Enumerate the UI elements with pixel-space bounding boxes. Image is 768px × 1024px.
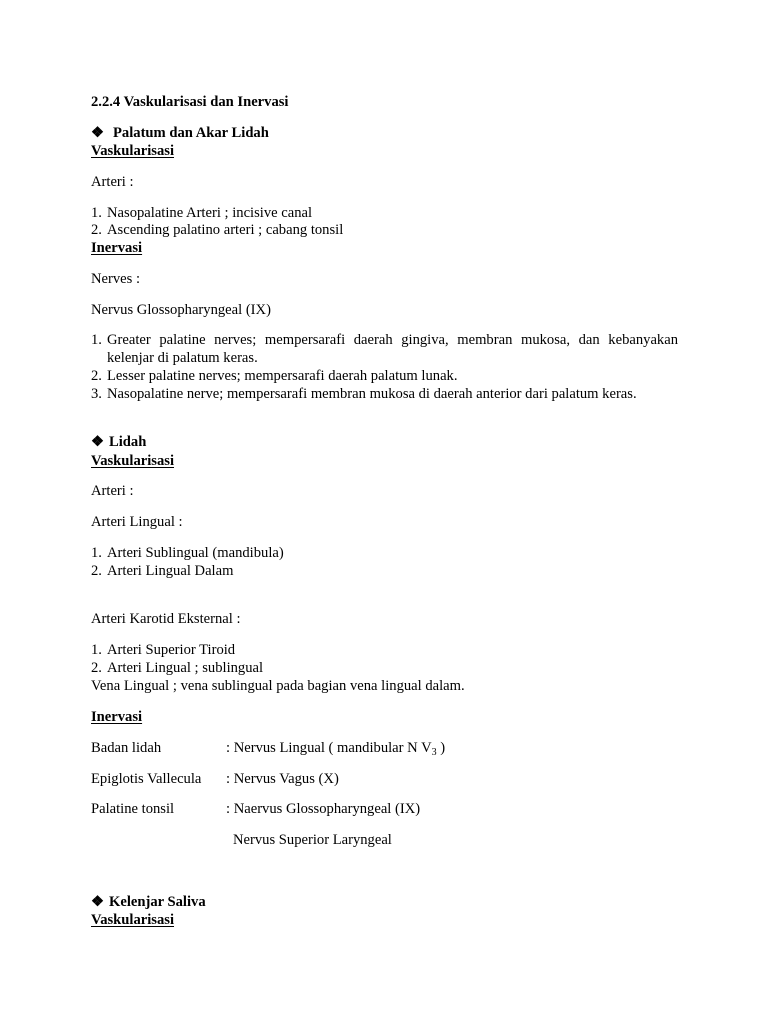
- arteri-lingual-label: Arteri Lingual :: [91, 514, 183, 530]
- inervasi-row-epiglotis: Epiglotis Vallecula : Nervus Vagus (X): [91, 771, 339, 787]
- arteri-label: Arteri :: [91, 483, 134, 499]
- list-item: 2. Ascending palatino arteri ; cabang tonsil: [91, 222, 344, 238]
- subsection-title-palatum: ❖ Palatum dan Akar Lidah: [91, 125, 269, 141]
- list-item: 2. Lesser palatine nerves; mempersarafi daerah palatum lunak.: [91, 368, 458, 384]
- diamond-bullet-icon: ❖: [91, 125, 105, 141]
- list-item: 1. Arteri Superior Tiroid: [91, 642, 236, 658]
- list-item: 1. Greater palatine nerves; mempersarafi daerah gingiva, membran mukosa, dan kebanyakan kelenjar di palatum keras.: [91, 332, 678, 366]
- inervasi-label: Inervasi: [91, 240, 143, 256]
- nerves-main: Nervus Glossopharyngeal (IX): [91, 302, 271, 318]
- nervus-superior-laryngeal: Nervus Superior Laryngeal: [233, 832, 392, 848]
- inervasi-row-palatine-tonsil: Palatine tonsil : Naervus Glossopharyngeal (IX): [91, 801, 421, 817]
- diamond-bullet-icon: ❖: [91, 894, 105, 910]
- diamond-bullet-icon: ❖: [91, 434, 105, 450]
- vena-text: Vena Lingual ; vena sublingual pada bagian vena lingual dalam.: [91, 678, 465, 694]
- list-item: 1. Nasopalatine Arteri ; incisive canal: [91, 205, 313, 221]
- list-item: 3. Nasopalatine nerve; mempersarafi membran mukosa di daerah anterior dari palatum keras.: [91, 386, 637, 402]
- vaskularisasi-label: Vaskularisasi: [91, 912, 175, 928]
- vaskularisasi-label: Vaskularisasi: [91, 143, 175, 159]
- inervasi-row-badan-lidah: Badan lidah : Nervus Lingual ( mandibular N $V_3$ ): [91, 740, 446, 758]
- inervasi-label: Inervasi: [91, 709, 143, 725]
- vaskularisasi-label: Vaskularisasi: [91, 453, 175, 469]
- subsection-title-lidah: ❖ Lidah: [91, 434, 147, 450]
- list-item: 1. Arteri Sublingual (mandibula): [91, 545, 284, 561]
- arteri-karotid-label: Arteri Karotid Eksternal :: [91, 611, 241, 627]
- arteri-label: Arteri :: [91, 174, 134, 190]
- nerves-label: Nerves :: [91, 271, 141, 287]
- list-item: 2. Arteri Lingual Dalam: [91, 563, 234, 579]
- section-heading: 2.2.4 Vaskularisasi dan Inervasi: [91, 94, 289, 110]
- subsection-title-kelenjar: ❖ Kelenjar Saliva: [91, 894, 206, 910]
- list-item: 2. Arteri Lingual ; sublingual: [91, 660, 264, 676]
